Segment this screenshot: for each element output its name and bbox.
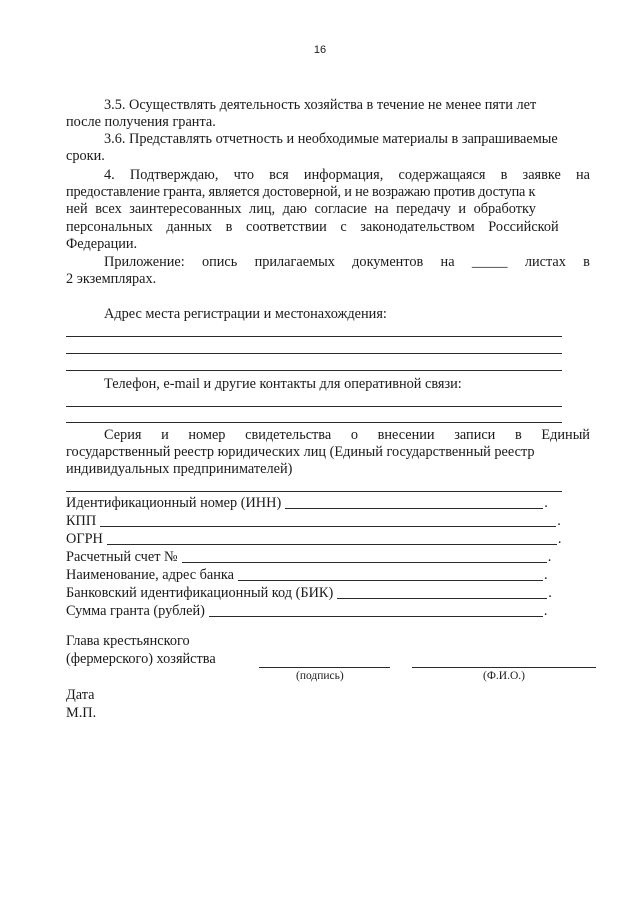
kpp-dot: . [557,513,561,529]
grant-sum-field[interactable] [66,602,576,620]
inn-input-line[interactable] [285,508,543,509]
attachment-word: листах [524,254,566,270]
address-line-2[interactable] [66,353,562,354]
fio-caption: (Ф.И.О.) [483,670,525,682]
ogrn-input-line[interactable] [107,544,557,545]
sheets-count-blank[interactable]: _____ [471,254,508,270]
clause-4-word: в [500,167,508,183]
inn-field[interactable] [66,494,566,512]
head-title-line-1: Глава крестьянского [66,633,190,649]
ogrn-field[interactable] [66,530,576,548]
clause-3-6-line-1: 3.6. Представлять отчетность и необходимые материалы в запрашиваемые [104,131,558,147]
clause-4-line-5: Федерации. [66,235,138,252]
attachment-word: документов [352,254,424,270]
inn-label: Идентификационный номер (ИНН) [66,495,282,511]
clause-4-word: вся [269,167,289,183]
grant-sum-input-line[interactable] [209,616,543,617]
certificate-word: номер [188,427,226,443]
certificate-line-1 [66,427,590,444]
certificate-line-3: индивидуальных предпринимателей) [66,461,293,477]
certificate-word: Единый [541,427,590,443]
attachment-word: опись [201,254,238,270]
attachment-line-1 [66,254,590,271]
grant-sum-label: Сумма гранта (рублей) [66,603,205,619]
bank-input-line[interactable] [238,580,543,581]
clause-4-word: заявке [522,167,561,183]
contacts-line-2[interactable] [66,422,562,423]
clause-3-6-line-2: сроки. [66,148,105,164]
clause-4-word: 4. [104,167,115,183]
certificate-word: свидетельства [245,427,332,443]
account-label: Расчетный счет № [66,549,178,565]
seal-label: М.П. [66,705,97,721]
ogrn-dot: . [557,531,562,547]
attachment-line-2: 2 экземплярах. [66,271,157,287]
kpp-field[interactable] [66,512,576,530]
clause-4-word: содержащаяся [398,167,486,183]
ogrn-label: ОГРН [66,531,103,547]
clause-3-5 [66,97,590,131]
bik-dot: . [548,585,552,601]
grant-sum-dot: . [543,603,548,619]
bank-label: Наименование, адрес банка [66,567,234,583]
clause-4-line-4: персональных данных в соответствии с законодательством Российской [66,218,559,235]
clause-4-word: Подтверждаю, [129,167,219,183]
signature-caption: (подпись) [296,670,344,682]
address-line-1[interactable] [66,336,562,337]
bik-field[interactable] [66,584,576,602]
address-line-3[interactable] [66,370,562,371]
signature-line[interactable] [259,667,390,668]
contacts-line-1[interactable] [66,406,562,407]
bank-dot: . [543,567,548,583]
account-dot: . [547,549,552,565]
attachment-word: на [440,254,455,270]
date-label: Дата [66,687,95,703]
clause-3-6 [66,131,590,165]
bik-label: Банковский идентификационный код (БИК) [66,585,334,601]
bik-input-line[interactable] [337,598,547,599]
attachment-word: Приложение: [104,254,185,270]
account-field[interactable] [66,548,576,566]
kpp-input-line[interactable] [100,526,556,527]
clause-3-5-line-1: 3.5. Осуществлять деятельность хозяйства в течение не менее пяти лет [104,97,537,113]
inn-dot: . [544,495,548,511]
clause-3-5-line-2: после получения гранта. [66,114,216,130]
certificate-word: записи [454,427,496,443]
certificate-word: Серия [104,427,142,443]
certificate-line[interactable] [66,491,562,492]
clause-4-line-2: предоставление гранта, является достоверной, и не возражаю против доступа к [66,184,536,201]
certificate-text [66,427,590,478]
attachment-word: в [583,254,590,270]
kpp-label: КПП [66,513,97,529]
certificate-line-2: государственный реестр юридических лиц (Единый государственный реестр [66,444,535,460]
bank-field[interactable] [66,566,576,584]
address-label: Адрес места регистрации и местонахождения: [104,306,387,322]
account-input-line[interactable] [182,562,547,563]
clause-4-word: что [233,167,254,183]
fio-line[interactable] [412,667,596,668]
contacts-label: Телефон, e-mail и другие контакты для оперативной связи: [104,376,462,392]
attachment-word: прилагаемых [254,254,335,270]
clause-4-word: информация, [303,167,384,183]
certificate-word: и [161,427,169,443]
clause-4-word: на [575,167,590,183]
certificate-word: внесении [377,427,435,443]
head-title-line-2: (фермерского) хозяйства [66,651,216,667]
certificate-word: о [350,427,359,443]
attachment [66,254,590,288]
page-number: 16 [313,44,327,56]
clause-4-line-3: ней всех заинтересованных лиц, даю согласие на передачу и обработку [66,201,536,218]
certificate-word: в [514,427,522,443]
clause-4-line-1 [66,167,590,184]
clause-4 [66,167,590,253]
